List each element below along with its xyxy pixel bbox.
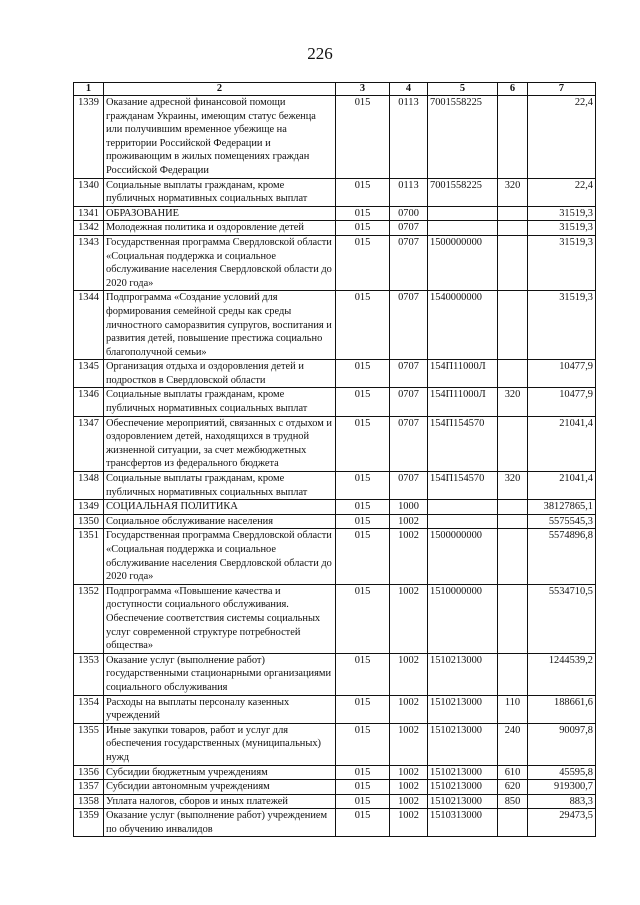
row-ministry-code: 015: [336, 809, 390, 837]
row-amount: 188661,6: [528, 695, 596, 723]
table-row: [74, 514, 596, 529]
row-ministry-code: 015: [336, 500, 390, 515]
row-expense-type: [498, 584, 528, 653]
row-section-code: 1002: [390, 653, 428, 695]
row-ministry-code: 015: [336, 780, 390, 795]
header-row: [74, 83, 596, 96]
row-target-code: 1510213000: [428, 653, 498, 695]
row-section-code: 1002: [390, 529, 428, 584]
row-section-code: 0700: [390, 206, 428, 221]
row-number: 1343: [74, 235, 104, 290]
row-ministry-code: 015: [336, 206, 390, 221]
row-amount: 22,4: [528, 96, 596, 179]
row-number: 1354: [74, 695, 104, 723]
row-section-code: 0707: [390, 388, 428, 416]
row-name: Социальные выплаты гражданам, кроме публичных нормативных социальных выплат: [104, 178, 336, 206]
table-row: [74, 809, 596, 837]
row-section-code: 1002: [390, 723, 428, 765]
table-row: [74, 794, 596, 809]
row-section-code: 1002: [390, 695, 428, 723]
page-number: 226: [307, 44, 333, 63]
row-amount: 31519,3: [528, 291, 596, 360]
table-row: [74, 388, 596, 416]
row-expense-type: [498, 416, 528, 471]
table-row: [74, 723, 596, 765]
row-ministry-code: 015: [336, 472, 390, 500]
row-number: 1345: [74, 360, 104, 388]
row-name: Оказание адресной финансовой помощи гражданам Украины, имеющим статус беженца или получившим временное убежище на территории Российской Федерации и проживающим в жилых помещениях граждан Российской Федерации: [104, 96, 336, 179]
row-number: 1340: [74, 178, 104, 206]
row-target-code: [428, 514, 498, 529]
table-row: [74, 584, 596, 653]
row-target-code: 1510213000: [428, 780, 498, 795]
row-ministry-code: 015: [336, 765, 390, 780]
row-section-code: 1002: [390, 765, 428, 780]
row-section-code: 0113: [390, 178, 428, 206]
column-header: 3: [336, 83, 390, 96]
row-number: 1359: [74, 809, 104, 837]
table-row: [74, 178, 596, 206]
row-expense-type: 320: [498, 178, 528, 206]
row-name: Оказание услуг (выполнение работ) государственными стационарными организациями социального обслуживания: [104, 653, 336, 695]
row-number: 1349: [74, 500, 104, 515]
table-row: [74, 360, 596, 388]
row-name: Социальные выплаты гражданам, кроме публичных нормативных социальных выплат: [104, 388, 336, 416]
row-number: 1339: [74, 96, 104, 179]
row-amount: 10477,9: [528, 360, 596, 388]
row-amount: 31519,3: [528, 235, 596, 290]
table-row: [74, 529, 596, 584]
row-section-code: 0707: [390, 416, 428, 471]
row-expense-type: [498, 221, 528, 236]
row-number: 1347: [74, 416, 104, 471]
row-target-code: 7001558225: [428, 96, 498, 179]
row-section-code: 0113: [390, 96, 428, 179]
row-name: ОБРАЗОВАНИЕ: [104, 206, 336, 221]
table-row: [74, 500, 596, 515]
row-expense-type: [498, 96, 528, 179]
row-expense-type: 320: [498, 472, 528, 500]
row-target-code: [428, 206, 498, 221]
row-section-code: 1002: [390, 514, 428, 529]
row-amount: 919300,7: [528, 780, 596, 795]
row-number: 1352: [74, 584, 104, 653]
row-amount: 5574896,8: [528, 529, 596, 584]
row-ministry-code: 015: [336, 584, 390, 653]
row-expense-type: [498, 653, 528, 695]
row-ministry-code: 015: [336, 723, 390, 765]
row-target-code: 154П11000Л: [428, 388, 498, 416]
row-expense-type: 110: [498, 695, 528, 723]
table-row: [74, 221, 596, 236]
row-name: Организация отдыха и оздоровления детей и подростков в Свердловской области: [104, 360, 336, 388]
row-name: Субсидии автономным учреждениям: [104, 780, 336, 795]
row-target-code: [428, 500, 498, 515]
row-amount: 5534710,5: [528, 584, 596, 653]
row-expense-type: [498, 500, 528, 515]
row-name: Субсидии бюджетным учреждениям: [104, 765, 336, 780]
row-amount: 21041,4: [528, 416, 596, 471]
row-target-code: 1510213000: [428, 695, 498, 723]
row-target-code: 7001558225: [428, 178, 498, 206]
row-number: 1353: [74, 653, 104, 695]
row-target-code: 1510213000: [428, 765, 498, 780]
row-ministry-code: 015: [336, 360, 390, 388]
row-name: Социальное обслуживание населения: [104, 514, 336, 529]
row-expense-type: [498, 235, 528, 290]
budget-table: [73, 82, 596, 837]
row-ministry-code: 015: [336, 178, 390, 206]
row-ministry-code: 015: [336, 695, 390, 723]
row-target-code: 1500000000: [428, 529, 498, 584]
row-amount: 29473,5: [528, 809, 596, 837]
row-target-code: 1540000000: [428, 291, 498, 360]
row-name: Социальные выплаты гражданам, кроме публичных нормативных социальных выплат: [104, 472, 336, 500]
row-expense-type: 240: [498, 723, 528, 765]
row-name: Иные закупки товаров, работ и услуг для обеспечения государственных (муниципальных) нужд: [104, 723, 336, 765]
row-expense-type: 320: [498, 388, 528, 416]
row-expense-type: 620: [498, 780, 528, 795]
row-ministry-code: 015: [336, 221, 390, 236]
row-name: Подпрограмма «Создание условий для формирования семейной среды как среды личностного саморазвития супругов, воспитания и развития детей, повышение престижа социально благополучной семьи»: [104, 291, 336, 360]
row-expense-type: 850: [498, 794, 528, 809]
row-amount: 1244539,2: [528, 653, 596, 695]
row-target-code: 154П11000Л: [428, 360, 498, 388]
row-ministry-code: 015: [336, 416, 390, 471]
row-section-code: 1002: [390, 584, 428, 653]
table-row: [74, 416, 596, 471]
row-section-code: 0707: [390, 360, 428, 388]
row-section-code: 0707: [390, 472, 428, 500]
table-row: [74, 206, 596, 221]
row-amount: 31519,3: [528, 221, 596, 236]
row-ministry-code: 015: [336, 291, 390, 360]
row-name: Уплата налогов, сборов и иных платежей: [104, 794, 336, 809]
row-number: 1357: [74, 780, 104, 795]
row-ministry-code: 015: [336, 794, 390, 809]
row-ministry-code: 015: [336, 96, 390, 179]
row-amount: 10477,9: [528, 388, 596, 416]
row-expense-type: [498, 360, 528, 388]
row-amount: 883,3: [528, 794, 596, 809]
row-number: 1344: [74, 291, 104, 360]
row-number: 1351: [74, 529, 104, 584]
row-ministry-code: 015: [336, 653, 390, 695]
row-name: Оказание услуг (выполнение работ) учреждением по обучению инвалидов: [104, 809, 336, 837]
row-amount: 38127865,1: [528, 500, 596, 515]
row-target-code: 154П154570: [428, 416, 498, 471]
row-amount: 90097,8: [528, 723, 596, 765]
table-row: [74, 780, 596, 795]
row-amount: 22,4: [528, 178, 596, 206]
row-expense-type: [498, 809, 528, 837]
row-target-code: [428, 221, 498, 236]
table-row: [74, 291, 596, 360]
column-header: 6: [498, 83, 528, 96]
row-number: 1341: [74, 206, 104, 221]
row-name: СОЦИАЛЬНАЯ ПОЛИТИКА: [104, 500, 336, 515]
row-target-code: 1510000000: [428, 584, 498, 653]
row-number: 1355: [74, 723, 104, 765]
row-section-code: 0707: [390, 221, 428, 236]
table-row: [74, 235, 596, 290]
row-number: 1342: [74, 221, 104, 236]
row-expense-type: [498, 291, 528, 360]
table-row: [74, 765, 596, 780]
column-header: 1: [74, 83, 104, 96]
row-number: 1358: [74, 794, 104, 809]
row-section-code: 1000: [390, 500, 428, 515]
row-target-code: 1500000000: [428, 235, 498, 290]
row-name: Расходы на выплаты персоналу казенных учреждений: [104, 695, 336, 723]
row-amount: 31519,3: [528, 206, 596, 221]
row-expense-type: [498, 529, 528, 584]
row-amount: 5575545,3: [528, 514, 596, 529]
row-ministry-code: 015: [336, 529, 390, 584]
row-section-code: 1002: [390, 780, 428, 795]
row-name: Молодежная политика и оздоровление детей: [104, 221, 336, 236]
row-target-code: 154П154570: [428, 472, 498, 500]
row-amount: 45595,8: [528, 765, 596, 780]
row-ministry-code: 015: [336, 388, 390, 416]
row-name: Государственная программа Свердловской области «Социальная поддержка и социальное обслуживание населения Свердловской области до 2020 года»: [104, 529, 336, 584]
row-name: Обеспечение мероприятий, связанных с отдыхом и оздоровлением детей, находящихся в трудной жизненной ситуации, за счет межбюджетных трансфертов из федерального бюджета: [104, 416, 336, 471]
column-header: 7: [528, 83, 596, 96]
table-row: [74, 653, 596, 695]
row-name: Государственная программа Свердловской области «Социальная поддержка и социальное обслуживание населения Свердловской области до 2020 года»: [104, 235, 336, 290]
row-number: 1356: [74, 765, 104, 780]
column-header: 4: [390, 83, 428, 96]
table-row: [74, 472, 596, 500]
row-number: 1346: [74, 388, 104, 416]
row-section-code: 0707: [390, 291, 428, 360]
row-number: 1348: [74, 472, 104, 500]
row-expense-type: 610: [498, 765, 528, 780]
row-target-code: 1510213000: [428, 794, 498, 809]
row-section-code: 0707: [390, 235, 428, 290]
row-section-code: 1002: [390, 809, 428, 837]
row-section-code: 1002: [390, 794, 428, 809]
table-row: [74, 96, 596, 179]
row-ministry-code: 015: [336, 514, 390, 529]
row-expense-type: [498, 514, 528, 529]
row-expense-type: [498, 206, 528, 221]
row-amount: 21041,4: [528, 472, 596, 500]
table-row: [74, 695, 596, 723]
row-number: 1350: [74, 514, 104, 529]
row-name: Подпрограмма «Повышение качества и доступности социального обслуживания. Обеспечение соответствия системы социальных услуг современной структуре потребностей общества»: [104, 584, 336, 653]
row-target-code: 1510313000: [428, 809, 498, 837]
row-target-code: 1510213000: [428, 723, 498, 765]
column-header: 2: [104, 83, 336, 96]
row-ministry-code: 015: [336, 235, 390, 290]
column-header: 5: [428, 83, 498, 96]
